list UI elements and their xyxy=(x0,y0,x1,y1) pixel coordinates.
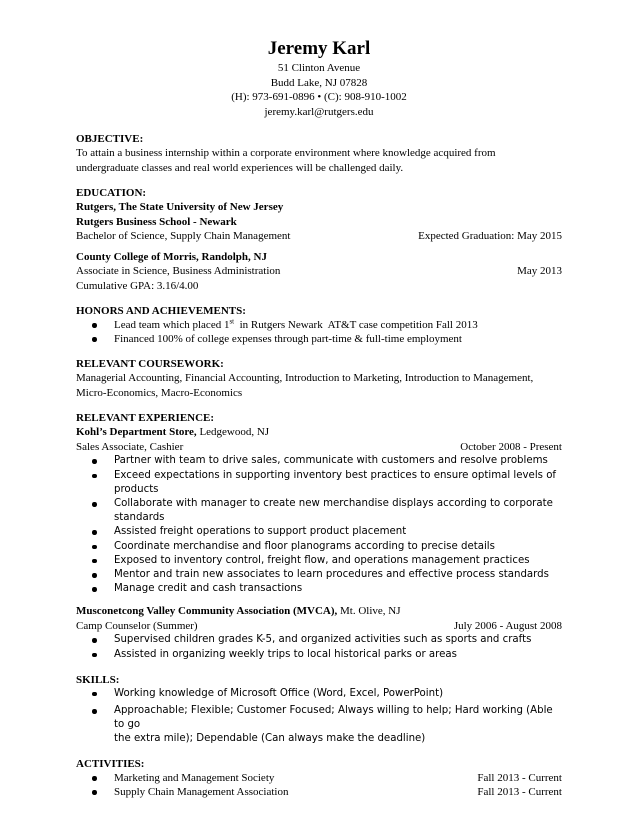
job-2-employer-line xyxy=(76,604,562,619)
coursework-title: RELEVANT COURSEWORK: xyxy=(76,358,224,371)
header xyxy=(76,38,562,119)
list-item: Financed 100% of college expenses through part-time & full-time employment xyxy=(76,332,562,346)
list-item: Exceed expectations in supporting inventory best practices to ensure optimal levels of products xyxy=(76,469,562,497)
bullet-icon xyxy=(92,502,97,507)
bullet-icon xyxy=(92,459,97,464)
list-item: Exposed to inventory control, freight flow, and operations management practices xyxy=(76,554,562,568)
degree-2: Associate in Science, Business Administration xyxy=(76,265,281,277)
list-item: Supply Chain Management Association Fall 2013 - Current xyxy=(76,785,562,799)
school-1-sub: Rutgers Business School - Newark xyxy=(76,215,237,228)
degree-1-row xyxy=(76,229,562,244)
education-section xyxy=(76,186,562,293)
job-2-bullets xyxy=(76,633,562,661)
coursework-line-2: Micro-Economics, Macro-Economics xyxy=(76,386,243,399)
job-2-role: Camp Counselor (Summer) xyxy=(76,619,198,632)
activities-section xyxy=(76,757,562,799)
gpa: Cumulative GPA: 3.16/4.00 xyxy=(76,279,199,292)
experience-section xyxy=(76,411,562,661)
job-2-role-row xyxy=(76,619,562,634)
degree-1-date: Expected Graduation: May 2015 xyxy=(418,230,562,242)
objective-line-2: undergraduate classes and real world experiences will be challenged daily. xyxy=(76,161,404,174)
bullet-icon xyxy=(92,545,97,550)
job-1-location: Ledgewood, NJ xyxy=(196,426,270,439)
honors-title: HONORS AND ACHIEVEMENTS: xyxy=(76,305,246,317)
school-2: County College of Morris, Randolph, NJ xyxy=(76,250,267,263)
skills-list xyxy=(76,687,562,746)
resume-page xyxy=(76,38,562,799)
phone-numbers: (H): 973-691-0896 • (C): 908-910-1002 xyxy=(231,91,407,103)
list-item: Coordinate merchandise and floor planograms according to precise details xyxy=(76,540,562,554)
job-1-role-row xyxy=(76,440,562,455)
bullet-icon xyxy=(92,653,97,658)
bullet-icon xyxy=(92,709,97,714)
job-1-dates: October 2008 - Present xyxy=(460,440,562,453)
bullet-icon xyxy=(92,530,97,535)
coursework-section xyxy=(76,357,562,400)
bullet-icon xyxy=(92,776,97,781)
list-item: Partner with team to drive sales, communicate with customers and resolve problems xyxy=(76,454,562,468)
list-item: Assisted freight operations to support product placement xyxy=(76,525,562,539)
bullet-icon xyxy=(92,337,97,342)
job-2-location: Mt. Olive, NJ xyxy=(337,605,401,618)
address-line-2: Budd Lake, NJ 07828 xyxy=(270,76,368,89)
list-item: Assisted in organizing weekly trips to local historical parks or areas xyxy=(76,648,562,662)
bullet-icon xyxy=(92,559,97,564)
honors-list xyxy=(76,318,562,346)
list-item: Approachable; Flexible; Customer Focused; Always willing to help; Hard working (Able to go the extra mile); Dependable (Can always make the deadline) xyxy=(76,704,562,746)
activities-list xyxy=(76,771,562,799)
degree-2-date: May 2013 xyxy=(517,265,562,277)
skills-section xyxy=(76,673,562,746)
degree-2-row xyxy=(76,264,562,279)
list-item: Lead team which placed 1st in Rutgers Newark AT&T case competition Fall 2013 xyxy=(76,318,562,332)
degree-1: Bachelor of Science, Supply Chain Management xyxy=(76,230,291,242)
job-2-employer: Musconetcong Valley Community Association (MVCA), xyxy=(76,605,338,618)
skills-title: SKILLS: xyxy=(76,673,120,686)
coursework-line-1: Managerial Accounting, Financial Accounting, Introduction to Marketing, Introduction to Management, xyxy=(76,372,534,385)
objective-section xyxy=(76,132,562,175)
list-item: Marketing and Management Society Fall 2013 - Current xyxy=(76,771,562,785)
address-line-1: 51 Clinton Avenue xyxy=(277,62,361,74)
bullet-icon xyxy=(92,692,97,697)
bullet-icon xyxy=(92,790,97,795)
job-1-employer-line xyxy=(76,425,562,440)
list-item: Collaborate with manager to create new merchandise displays according to corporate standards xyxy=(76,497,562,525)
candidate-name: Jeremy Karl xyxy=(267,38,371,59)
job-1-employer: Kohl’s Department Store, xyxy=(76,426,197,439)
school-1: Rutgers, The State University of New Jersey xyxy=(76,201,284,213)
bullet-icon xyxy=(92,587,97,592)
bullet-icon xyxy=(92,638,97,643)
job-1-role: Sales Associate, Cashier xyxy=(76,440,184,453)
job-2-dates: July 2006 - August 2008 xyxy=(453,619,562,632)
activities-title: ACTIVITIES: xyxy=(76,758,145,771)
list-item: Supervised children grades K-5, and organized activities such as sports and crafts xyxy=(76,633,562,647)
list-item: Manage credit and cash transactions xyxy=(76,582,562,596)
honors-section xyxy=(76,304,562,346)
experience-title: RELEVANT EXPERIENCE: xyxy=(76,412,215,425)
objective-title: OBJECTIVE: xyxy=(76,133,144,145)
bullet-icon xyxy=(92,474,97,479)
bullet-icon xyxy=(92,323,97,328)
email: jeremy.karl@rutgers.edu xyxy=(264,105,374,118)
bullet-icon xyxy=(92,573,97,578)
objective-line-1: To attain a business internship within a corporate environment where knowledge acquired from xyxy=(76,147,496,159)
list-item: Mentor and train new associates to learn procedures and effective process standards xyxy=(76,568,562,582)
education-title: EDUCATION: xyxy=(76,187,147,199)
job-1-bullets xyxy=(76,454,562,596)
list-item: Working knowledge of Microsoft Office (Word, Excel, PowerPoint) xyxy=(76,687,562,701)
